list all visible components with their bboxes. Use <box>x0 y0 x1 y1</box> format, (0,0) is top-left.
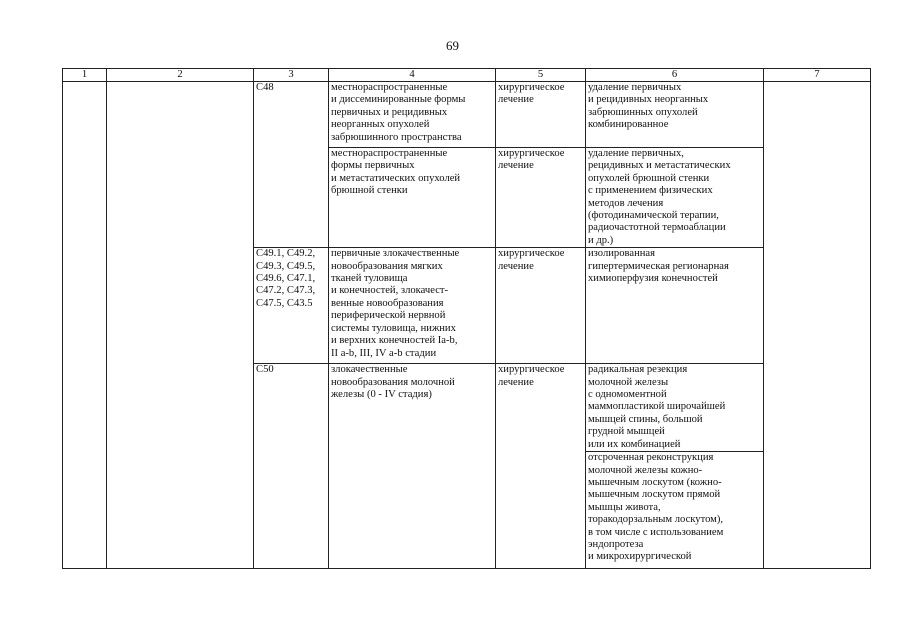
cell-col1-empty <box>63 82 107 569</box>
cell-col7-empty <box>764 82 871 569</box>
cell-col2-empty <box>107 82 254 569</box>
column-header-3: 3 <box>254 69 329 82</box>
treatment-type-cell: хирургическое лечение <box>496 82 586 148</box>
condition-description-cell: первичные злокачественные новообразования мягких тканей туловища и конечностей, злокачест- венные новообразования периферической нервной системы туловища, нижних и верхних конечностей Ia-b, II a-b, III, IV a-b стадии <box>329 248 496 364</box>
condition-description-cell: местнораспространенные формы первичных и метастатических опухолей брюшной стенки <box>329 148 496 248</box>
treatment-method-cell: удаление первичных и рецидивных неорганных забрюшинных опухолей комбинированное <box>586 82 764 148</box>
treatment-method-cell: изолированная гипертермическая регионарная химиоперфузия конечностей <box>586 248 764 364</box>
column-header-2: 2 <box>107 69 254 82</box>
column-header-1: 1 <box>63 69 107 82</box>
column-number-row <box>63 69 871 82</box>
treatment-table <box>62 68 871 569</box>
condition-description-cell: злокачественные новообразования молочной железы (0 - IV стадия) <box>329 364 496 569</box>
column-header-7: 7 <box>764 69 871 82</box>
column-header-5: 5 <box>496 69 586 82</box>
treatment-type-cell: хирургическое лечение <box>496 248 586 364</box>
column-header-6: 6 <box>586 69 764 82</box>
treatment-method-cell: удаление первичных, рецидивных и метастатических опухолей брюшной стенки с применением физических методов лечения (фотодинамической терапии, радиочастотной термоаблации и др.) <box>586 148 764 248</box>
treatment-type-cell: хирургическое лечение <box>496 364 586 569</box>
diagnosis-code-cell: C50 <box>254 364 329 569</box>
treatment-method-cell: отсроченная реконструкция молочной железы кожно- мышечным лоскутом (кожно- мышечным лоскутом прямой мышцы живота, торакодорзальным лоскутом), в том числе с использованием эндопротеза и микрохирургической <box>586 452 764 569</box>
treatment-type-cell: хирургическое лечение <box>496 148 586 248</box>
diagnosis-code-cell: C48 <box>254 82 329 248</box>
condition-description-cell: местнораспространенные и диссеминированные формы первичных и рецидивных неорганных опухолей забрюшинного пространства <box>329 82 496 148</box>
diagnosis-code-cell: C49.1, C49.2, C49.3, C49.5, C49.6, C47.1, C47.2, C47.3, C47.5, C43.5 <box>254 248 329 364</box>
column-header-4: 4 <box>329 69 496 82</box>
page-number: 69 <box>446 38 459 53</box>
treatment-method-cell: радикальная резекция молочной железы с одномоментной маммопластикой широчайшей мышцей спины, большой грудной мышцей или их комбинацией <box>586 364 764 452</box>
table-row <box>63 82 871 148</box>
